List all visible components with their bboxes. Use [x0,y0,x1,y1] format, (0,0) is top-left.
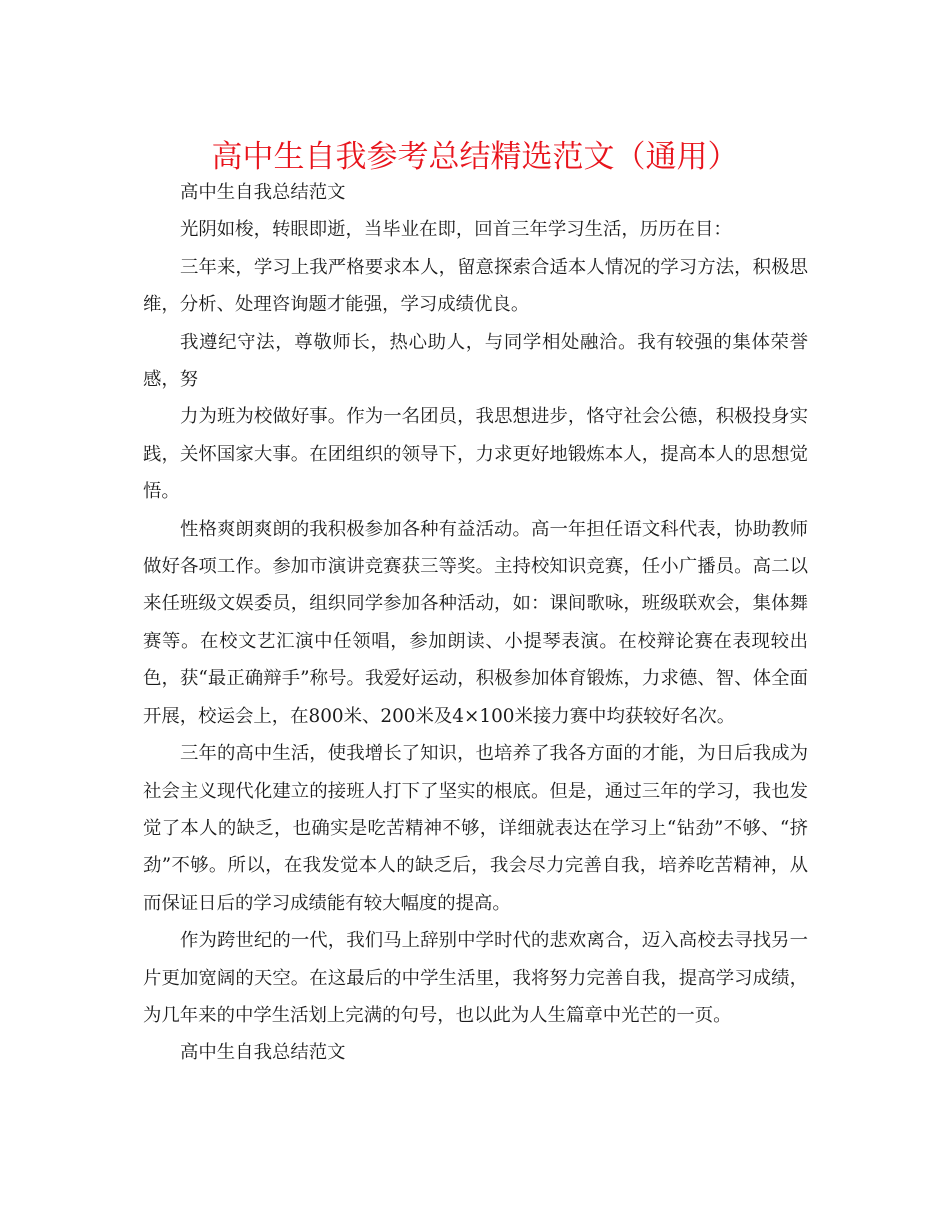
paragraph: 三年的高中生活，使我增长了知识，也培养了我各方面的才能，为日后我成为社会主义现代化建立的接班人打下了坚实的根底。但是，通过三年的学习，我也发觉了本人的缺乏，也确实是吃苦精神不够，详细就表达在学习上“钻劲”不够、“挤劲”不够。所以，在我发觉本人的缺乏后，我会尽力完善自我，培养吃苦精神，从而保证日后的学习成绩能有较大幅度的提高。 [143,743,808,914]
paragraph: 光阴如梭，转眼即逝，当毕业在即，回首三年学习生活，历历在目： [180,219,732,241]
paragraph: 我遵纪守法，尊敬师长，热心助人，与同学相处融洽。我有较强的集体荣誉感，努 [143,331,808,391]
paragraph: 力为班为校做好事。作为一名团员，我思想进步，恪守社会公德，积极投身实践，关怀国家大事。在团组织的领导下，力求更好地锻炼本人，提高本人的思想觉悟。 [143,406,808,503]
paragraph: 三年来，学习上我严格要求本人，留意探索合适本人情况的学习方法，积极思维，分析、处理咨询题才能强，学习成绩优良。 [143,256,808,316]
paragraph: 作为跨世纪的一代，我们马上辞别中学时代的悲欢离合，迈入高校去寻找另一片更加宽阔的天空。在这最后的中学生活里，我将努力完善自我，提高学习成绩，为几年来的中学生活划上完满的句号，也以此为人生篇章中光芒的一页。 [143,930,808,1026]
paragraph-subheading: 高中生自我总结范文 [180,1042,346,1064]
paragraph: 性格爽朗爽朗的我积极参加各种有益活动。高一年担任语文科代表，协助教师做好各项工作。参加市演讲竞赛获三等奖。主持校知识竞赛，任小广播员。高二以来任班级文娱委员，组织同学参加各种活动，如：课间歌咏，班级联欢会，集体舞赛等。在校文艺汇演中任领唱，参加朗读、小提琴表演。在校辩论赛在表现较出色，获“最正确辩手”称号。我爱好运动，积极参加体育锻炼，力求德、智、体全面开展，校运会上，在800米、200米及4×100米接力赛中均获较好名次。 [143,518,808,727]
paragraph-subheading: 高中生自我总结范文 [180,182,346,203]
document-body [143,174,808,1072]
document-title: 高中生自我参考总结精选范文（通用） [211,139,739,175]
